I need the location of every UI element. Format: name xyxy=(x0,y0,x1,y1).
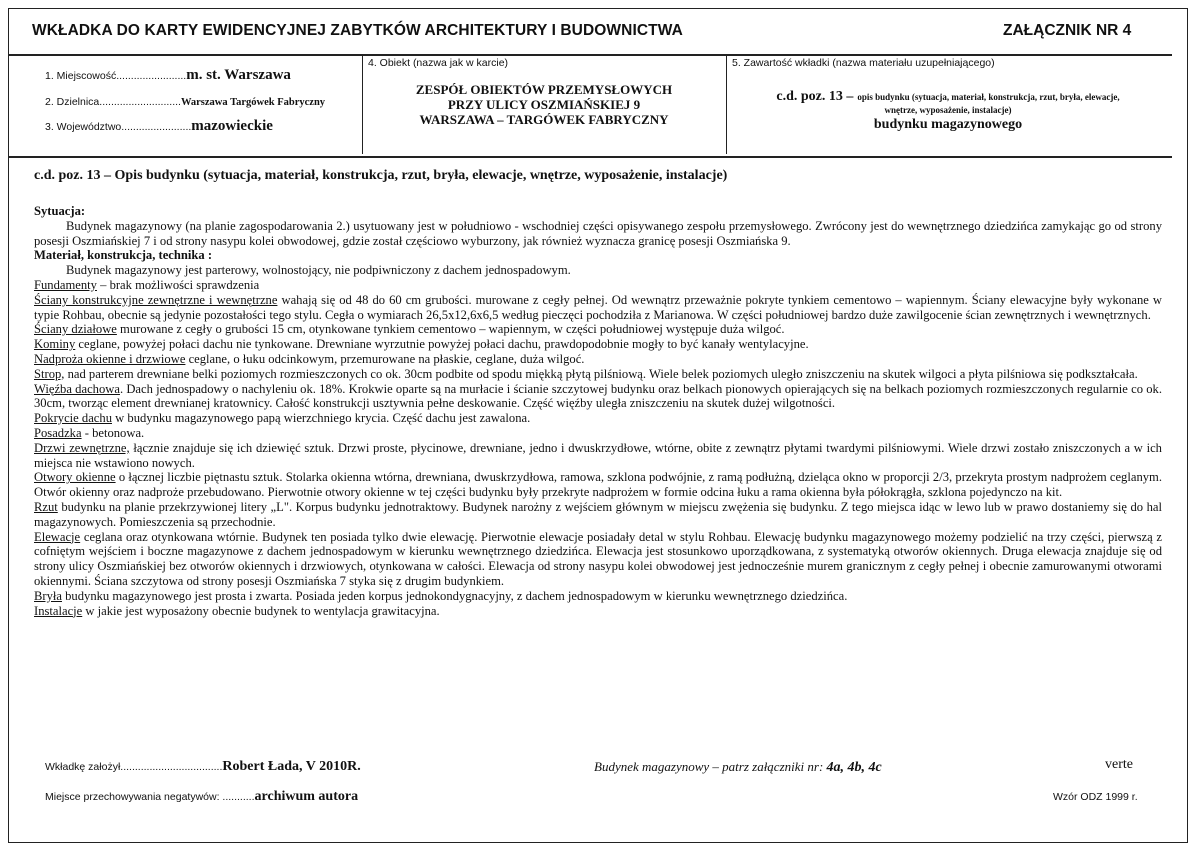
text-fundamenty: – brak możliwości sprawdzenia xyxy=(96,277,260,292)
district-label: 2. Dzielnica............................ xyxy=(45,96,181,108)
term-bryla: Bryła xyxy=(34,588,62,603)
voivodeship-field xyxy=(45,118,273,135)
term-nadproza: Nadproża okienne i drzwiowe xyxy=(34,351,186,366)
para-instalacje xyxy=(34,604,1162,619)
storage-value: archiwum autora xyxy=(254,789,359,804)
para-material: Budynek magazynowy jest parterowy, wolnostojący, nie podpiwniczony z dachem jednospadowym. xyxy=(66,263,571,278)
text-pokrycie: w budynku magazynowego papą wierzchniego krycia. Część dachu jest zawalona. xyxy=(112,411,531,426)
object-label: 4. Obiekt (nazwa jak w karcie) xyxy=(368,57,509,69)
para-wiezba xyxy=(34,382,1162,412)
object-line-2: PRZY ULICY OSZMIAŃSKIEJ 9 xyxy=(447,97,641,112)
section-title: c.d. poz. 13 – Opis budynku (sytuacja, materiał, konstrukcja, rzut, bryła, elewacje, wnętrze, wyposażenie, instalacje) xyxy=(34,168,728,183)
author-value: Robert Łada, V 2010R. xyxy=(222,759,361,774)
term-instalacje: Instalacje xyxy=(34,603,83,618)
text-instalacje: w jakie jest wyposażony obecnie budynek to wentylacja grawitacyjna. xyxy=(82,603,440,618)
text-strop: nad parterem drewniane belki poziomych rozmieszczonych co ok. 30cm podbite od spodu miękką płytą pilśniową. Wiele belek poziomych uległo zniszczeniu na skutek wilgoci a płyta pilśniowa się podkształcała. xyxy=(64,366,1138,381)
town-value: m. st. Warszawa xyxy=(186,67,291,83)
annex-number: ZAŁĄCZNIK NR 4 xyxy=(1003,22,1132,39)
object-name xyxy=(364,82,724,127)
description-body xyxy=(34,204,1162,618)
term-elewacje: Elewacje xyxy=(34,529,81,544)
para-dzialowe xyxy=(34,322,1162,337)
text-kominy: ceglane, powyżej połaci dachu nie tynkowane. Drewniane wyrzutnie powyżej połaci dachu, prawdopodobnie mogły to być kanały wentylacyjne. xyxy=(75,337,809,352)
content-desc-1: opis budynku (sytuacja, materiał, konstrukcja, rzut, bryła, elewacje, xyxy=(857,92,1120,102)
para-rzut xyxy=(34,500,1162,530)
district-value: Warszawa Targówek Fabryczny xyxy=(180,97,326,108)
para-posadzka xyxy=(34,426,1162,441)
term-dzialowe: Ściany działowe xyxy=(34,322,117,337)
text-nadproza: ceglane, o łuku odcinkowym, przemurowane na płaskie, ceglane, duża wilgoć. xyxy=(185,351,585,366)
term-pokrycie: Pokrycie dachu xyxy=(34,411,112,426)
text-otwory: o łącznej liczbie piętnastu sztuk. Stolarka okienna wtórna, drewniana, dwuskrzydłowa, ramowa, szklona podwójnie, z ramą podłużną, dzieląca okno w proporcji 2/3, przekryta prostym nadprożem ceglanym. Otwór okienny oraz nadproże przebudowano. Pierwotnie otwory okienne w tej części budynku były przekryte nadprożem w formie odcina łuku a rama okienna była półokrągła, szklona pojedynczo na kit. xyxy=(34,470,1162,500)
content-desc-2: wnętrze, wyposażenie, instalacje) xyxy=(884,105,1012,115)
district-field xyxy=(45,96,325,108)
term-fundamenty: Fundamenty xyxy=(34,277,97,292)
term-sciany: Ściany konstrukcyjne zewnętrzne i wewnętrzne xyxy=(34,292,278,307)
divider-1 xyxy=(362,54,363,154)
term-drzwi: Drzwi zewnętrzne, xyxy=(34,440,130,455)
annex-reference xyxy=(594,759,882,776)
para-sytuacja: Budynek magazynowy (na planie zagospodarowania 2.) usytuowany jest w południowo - wschodniej części opisywanego zespołu przemysłowego. Zwrócony jest do wewnętrznego dziedzińca zamykając go od strony posesji Oszmiańskiej 7 i od strony nasypu kolei obwodowej, gdzie został częściowo wyburzony, jak również wyznacza granicę posesji Oszmiańska 9. xyxy=(34,218,1162,248)
voivodeship-value: mazowieckie xyxy=(191,118,273,134)
author-field xyxy=(45,759,361,775)
term-rzut: Rzut xyxy=(34,499,58,514)
text-sciany: wahają się od 48 do 60 cm grubości. murowane z cegły pełnej. Od wewnątrz przeważnie pokryte tynkiem cementowo – wapiennym. Ściany elewacyjne były wykonane w typie Rohbau, obecnie są jedynie pozostałości tego stylu. Cegła o wymiarach 26,5x12,6x6,5 według pieczęci pochodziła z Marianowa. W części południowej bardzo duże zawilgocenie ścian zewnętrznych i wewnętrznych. xyxy=(34,292,1162,322)
divider-2 xyxy=(726,54,727,154)
verte-note: verte xyxy=(1105,757,1133,772)
text-bryla: budynku magazynowego jest prosta i zwarta. Posiada jeden korpus jednokondygnacyjny, z dachem jednospadowym w kierunku wewnętrznego dziedzińca. xyxy=(61,588,848,603)
term-wiezba: Więźba dachowa xyxy=(34,381,120,396)
author-label: Wkładkę założył................................... xyxy=(45,761,223,773)
term-kominy: Kominy xyxy=(34,337,76,352)
para-otwory xyxy=(34,470,1162,500)
text-dzialowe: murowane z cegły o grubości 15 cm, otynkowane tynkiem cementowo – wapiennym, w części południowej występuje duża wilgoć. xyxy=(116,322,785,337)
text-elewacje: ceglana oraz otynkowana wtórnie. Budynek ten posiada tylko dwie elewację. Pierwotnie elewacje posiadały detal w stylu Rohbau. Elewację budynku magazynowego możemy podzielić na trzy części, pierwszą z cofniętym wejściem i boczne magazynowe z dachem jednospadowym w kierunku wewnętrznego dziedzińca. Elewacja jest stosunkowo uporządkowana, z systematyką otworów okiennych. Druga elewacja znajduje się od strony ulicy Oszmiańskiej bez otworów okiennych i drzwiowych, otynkowana w całości. Elewacja od strony nasypu kolei obwodowej jest jednocześnie murem granicznym z cegły pełnej i obecnie zamurowanymi otworami okiennymi. Ściana szczytowa od strony posesji Oszmiańska 7 styka się z drugim budynkiem. xyxy=(34,529,1162,588)
para-pokrycie xyxy=(34,411,1162,426)
para-kominy xyxy=(34,337,1162,352)
para-nadproza xyxy=(34,352,1162,367)
text-rzut: budynku na planie przekrzywionej litery „L". Korpus budynku jednotraktowy. Budynek narożny z wejściem głównym w miejscu zwężenia się budynku. Z tego miejsca idąc w lewo lub w prawo dostaniemy się do hal magazynowych. Pomieszczenia są przechodnie. xyxy=(34,499,1162,529)
annex-ref-label: Budynek magazynowy – patrz załączniki nr: xyxy=(594,759,824,774)
para-fundamenty xyxy=(34,278,1162,293)
para-sciany xyxy=(34,293,1162,323)
para-elewacje xyxy=(34,530,1162,589)
storage-label: Miejsce przechowywania negatywów: ........... xyxy=(45,791,255,803)
annex-ref-numbers: 4a, 4b, 4c xyxy=(826,760,882,775)
content-description xyxy=(728,87,1168,133)
para-bryla xyxy=(34,589,1162,604)
template-version: Wzór ODZ 1999 r. xyxy=(1053,791,1138,803)
object-line-3: WARSZAWA – TARGÓWEK FABRYCZNY xyxy=(419,112,669,127)
town-label: 1. Miejscowość........................ xyxy=(45,70,187,82)
text-posadzka: - betonowa. xyxy=(81,425,145,440)
voivodeship-label: 3. Województwo........................ xyxy=(45,121,192,133)
content-building: budynku magazynowego xyxy=(873,117,1023,132)
term-strop: Strop, xyxy=(34,366,65,381)
town-field xyxy=(45,67,291,84)
text-wiezba: . Dach jednospadowy o nachyleniu ok. 18%. Krokwie oparte są na murłacie i ścianie szczytowej budynku oraz belkach pionowych opierających się na belkach poziomych rozmieszczonych regularnie co ok. 30cm, tworząc element drewnianej kratownicy. Całość konstrukcji usztywnia pełne deskowanie. Część więźby uległa zniszczeniu na skutek dużej wilgotności. xyxy=(34,381,1163,411)
content-pos: c.d. poz. 13 – xyxy=(776,89,854,104)
storage-field xyxy=(45,789,358,805)
text-drzwi: łącznie znajduje się ich dziewięć sztuk. Drzwi proste, płycinowe, drewniane, jedno i dwuskrzydłowe, wtórne, obite z zewnątrz płytami twardymi pilśniowymi. Wiele drzwi zostało zniszczonych a w ich miejsca nie wstawiono nowych. xyxy=(34,440,1162,470)
heading-sytuacja: Sytuacja: xyxy=(34,204,86,218)
para-strop xyxy=(34,367,1162,382)
term-otwory: Otwory okienne xyxy=(34,470,116,485)
para-drzwi xyxy=(34,441,1162,471)
form-title: WKŁADKA DO KARTY EWIDENCYJNEJ ZABYTKÓW ARCHITEKTURY I BUDOWNICTWA xyxy=(32,22,683,39)
content-label: 5. Zawartość wkładki (nazwa materiału uzupełniającego) xyxy=(732,57,995,69)
term-posadzka: Posadzka xyxy=(34,425,82,440)
object-line-1: ZESPÓŁ OBIEKTÓW PRZEMYSŁOWYCH xyxy=(415,82,673,97)
heading-material: Materiał, konstrukcja, technika : xyxy=(34,248,213,263)
